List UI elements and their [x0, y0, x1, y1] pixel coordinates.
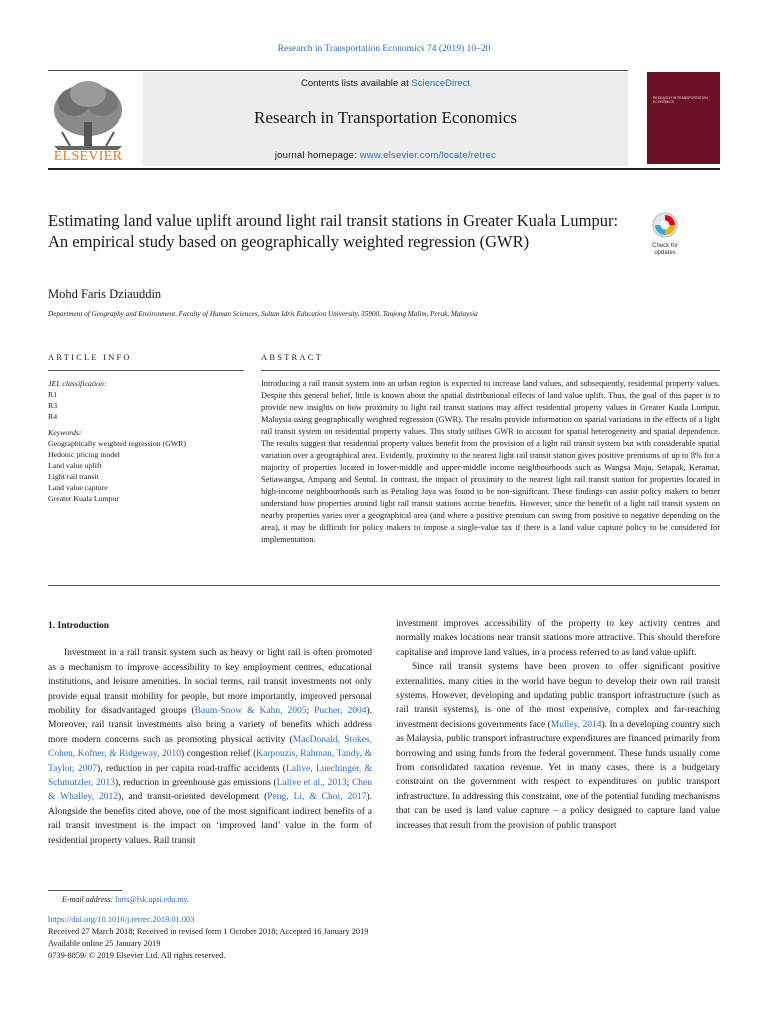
body-text: ) congestion relief (: [181, 749, 257, 760]
journal-title: Research in Transportation Economics: [254, 108, 517, 127]
keyword: Greater Kuala Lumpur: [48, 494, 120, 503]
abstract-label: ABSTRACT: [261, 352, 323, 362]
abstract-text: Introducing a rail transit system into an urban region is expected to increase land values, and subsequently, residential property values. Despite this general belief, little is known about the spatial distributional effects of land value uplift. Thus, the goal of this paper is to provide new insights on how proximity to light rail transit stations may affect residential property values in Greater Kuala Lumpur, Malaysia using geographically weighted regression (GWR). The results provide information on spatial variations in the effects of a light rail transit system on residential property values. This study utilises GWR to account for spatial heterogeneity and spatial dependence. The results suggest that residential property values benefit from the provision of a light rail transit system but with considerable spatial variation over a geographical area. Evidently, proximity to the nearest light rail transit station gives positive premiums of up to 8% for a majority of properties located in lower-middle and upper-middle income neighbourhoods such as Wangsa Maju, Setapak, Keramat, Setiawangsa, Ampang and Sentul. In contrast, the impact of proximity to the nearest light rail transit station for properties located in high-income neighbourhoods such as Petaling Jaya was found to be non-significant. These findings can assist policy makers to better understand how properties around light rail transit stations accrue benefits. However, since the benefit of a light rail transit system on nearby properties varies over a geographical area (and where a positive premium can swing from positive to negative depending on the area), it may be difficult for policy makers to impose a single-value tax if there is a land value capture policy to be considered for implementation.: [261, 379, 720, 544]
jel-code: R4: [48, 412, 58, 421]
journal-reference-link[interactable]: Research in Transportation Economics 74 (2019) 10–20: [277, 44, 491, 54]
body-text: Investment in a rail transit system such as heavy or light rail is often promoted as a mechanism to improve accessibility to key employment centres, educational institutions, and leisure amenities. In social terms, rail transit investments not only provide equal transit mobility for people, but more importantly, improved personal mobility for disadvantaged groups (: [48, 648, 372, 717]
keyword: Hedonic pricing model: [48, 450, 120, 459]
author-name: Mohd Faris Dziauddin: [48, 287, 162, 301]
keyword: Land value uplift: [48, 461, 102, 470]
contents-line: [143, 78, 628, 89]
body-text: ), reduction in per capita road-traffic accidents (: [97, 763, 286, 774]
doi-link[interactable]: https://doi.org/10.1016/j.retrec.2019.01.003: [48, 915, 195, 924]
body-text: ;: [346, 778, 352, 789]
jel-label: JEL classification:: [48, 379, 107, 388]
body-text: ). Moreover, rail transit investments also bring a variety of benefits which address more modern concerns such as promoting physical activity (: [48, 706, 373, 745]
citation-link[interactable]: Karpouzis, Rahman, Tandy, & Taylor, 2007: [48, 749, 372, 774]
body-column-right: [396, 617, 720, 833]
citation-link[interactable]: Chen & Whalley, 2012: [48, 778, 373, 803]
citation-link[interactable]: MacDonald, Stokes, Cohen, Kofner, & Ridgeway, 2010: [48, 734, 372, 760]
cover-title: RESEARCH IN TRANSPORTATION ECONOMICS: [653, 96, 708, 105]
keywords-label: Keywords:: [48, 428, 82, 437]
keyword: Geographically weighted regression (GWR): [48, 439, 186, 448]
body-text: ). Alongside the benefits cited above, one of the most significant indirect benefits of a rail transit investment is the impact on ‘improved land’ value in the form of residential property values. Rail transit: [48, 792, 373, 846]
crossmark-label-2: updates: [654, 250, 676, 256]
crossmark-label: [645, 243, 685, 257]
body-text: ). In a developing country such as Malaysia, public transport infrastructure expenditures are financed primarily from borrowing and using funds from the federal government. These funds usually come from consolidated taxation revenue. Yet in many cases, there is a budgetary constraint on the government with respect to expenditures on public transport infrastructure. In addressing this constraint, one of the potential funding mechanisms that can be used is land value capture – a policy designed to capture land value increases that result from the provision of public transport: [396, 719, 720, 831]
article-info-label: ARTICLE INFO: [48, 352, 132, 362]
jel-code: R1: [48, 390, 58, 399]
section-heading-introduction: 1. Introduction: [48, 621, 110, 631]
contents-prefix: Contents lists available at: [301, 78, 412, 89]
homepage-prefix: journal homepage:: [274, 150, 360, 161]
article-info: [48, 378, 244, 504]
body-text: ;: [306, 706, 315, 717]
header-top-rule: [48, 70, 628, 71]
journal-homepage-link[interactable]: www.elsevier.com/locate/retrec: [359, 150, 497, 161]
crossmark-label-1: Check for: [652, 243, 678, 249]
author-email-link[interactable]: faris@fsk.upsi.edu.my: [115, 895, 187, 904]
body-column-left: [48, 619, 372, 848]
crossmark-icon: [652, 212, 678, 238]
introduction-paragraph-2: [396, 660, 720, 833]
footnote-period: .: [186, 895, 189, 904]
body-text: Since rail transit systems have been proven to offer significant positive externalities, many cities in the world have begun to develop their own rail transit systems. However, developing and updating public transport infrastructure (such as rail transit systems), is one of the most expensive, complex and far-reaching investment decisions governments face (: [396, 662, 720, 730]
email-label: E-mail address:: [62, 895, 114, 904]
keyword: Land value capture: [48, 483, 108, 492]
body-text: ), reduction in greenhouse gas emissions (: [114, 778, 277, 789]
article-info-rule: [48, 370, 244, 371]
journal-homepage-line: [143, 150, 628, 161]
citation-link[interactable]: Mulley, 2014: [550, 719, 602, 730]
introduction-paragraph-1-continued: investment improves accessibility of the property to key activity centres and normally makes locations near transit stations more attractive. This should therefore capitalise and improve land values, in a process referred to as land value uplift.: [396, 619, 720, 658]
publisher-wordmark: ELSEVIER: [53, 149, 123, 164]
publication-details: [48, 914, 368, 962]
front-matter-bottom-rule: [48, 585, 720, 586]
citation-link[interactable]: Pucher, 2004: [314, 706, 367, 717]
citation-link[interactable]: Peng, Li, & Choi, 2017: [267, 792, 367, 803]
copyright: 0739-8859/ © 2019 Elsevier Ltd. All rights reserved.: [48, 951, 226, 960]
author-affiliation: Department of Geography and Environment, Faculty of Human Sciences, Sultan Idris Education University, 35900, Tanjong Malim, Perak, Malaysia: [48, 310, 478, 318]
citation-link[interactable]: Baum-Snow & Kahn, 2005: [194, 706, 307, 717]
header-bottom-rule: [48, 168, 720, 170]
footnote-rule: [48, 890, 122, 891]
introduction-paragraph-1: [48, 646, 372, 848]
keyword: Light rail transit: [48, 472, 99, 481]
journal-cover-thumbnail[interactable]: [647, 72, 720, 164]
article-title: Estimating land value uplift around light rail transit stations in Greater Kuala Lumpur: An empirical study based on geographically weighted regression (GWR): [48, 211, 619, 251]
citation-link[interactable]: Lalive et al., 2013: [276, 778, 347, 789]
received-dates: Received 27 March 2018; Received in revised form 1 October 2018; Accepted 16 January 2019: [48, 927, 369, 936]
abstract-rule: [261, 370, 720, 371]
available-online: Available online 25 January 2019: [48, 939, 161, 948]
sciencedirect-link[interactable]: ScienceDirect: [411, 78, 470, 89]
footnote-email: [62, 895, 189, 904]
jel-code: R3: [48, 401, 58, 410]
citation-link[interactable]: Lalive, Luechinger, & Schmutzler, 2013: [48, 763, 373, 789]
body-text: ), and transit-oriented development (: [118, 792, 268, 803]
check-for-updates-button[interactable]: [645, 212, 685, 257]
